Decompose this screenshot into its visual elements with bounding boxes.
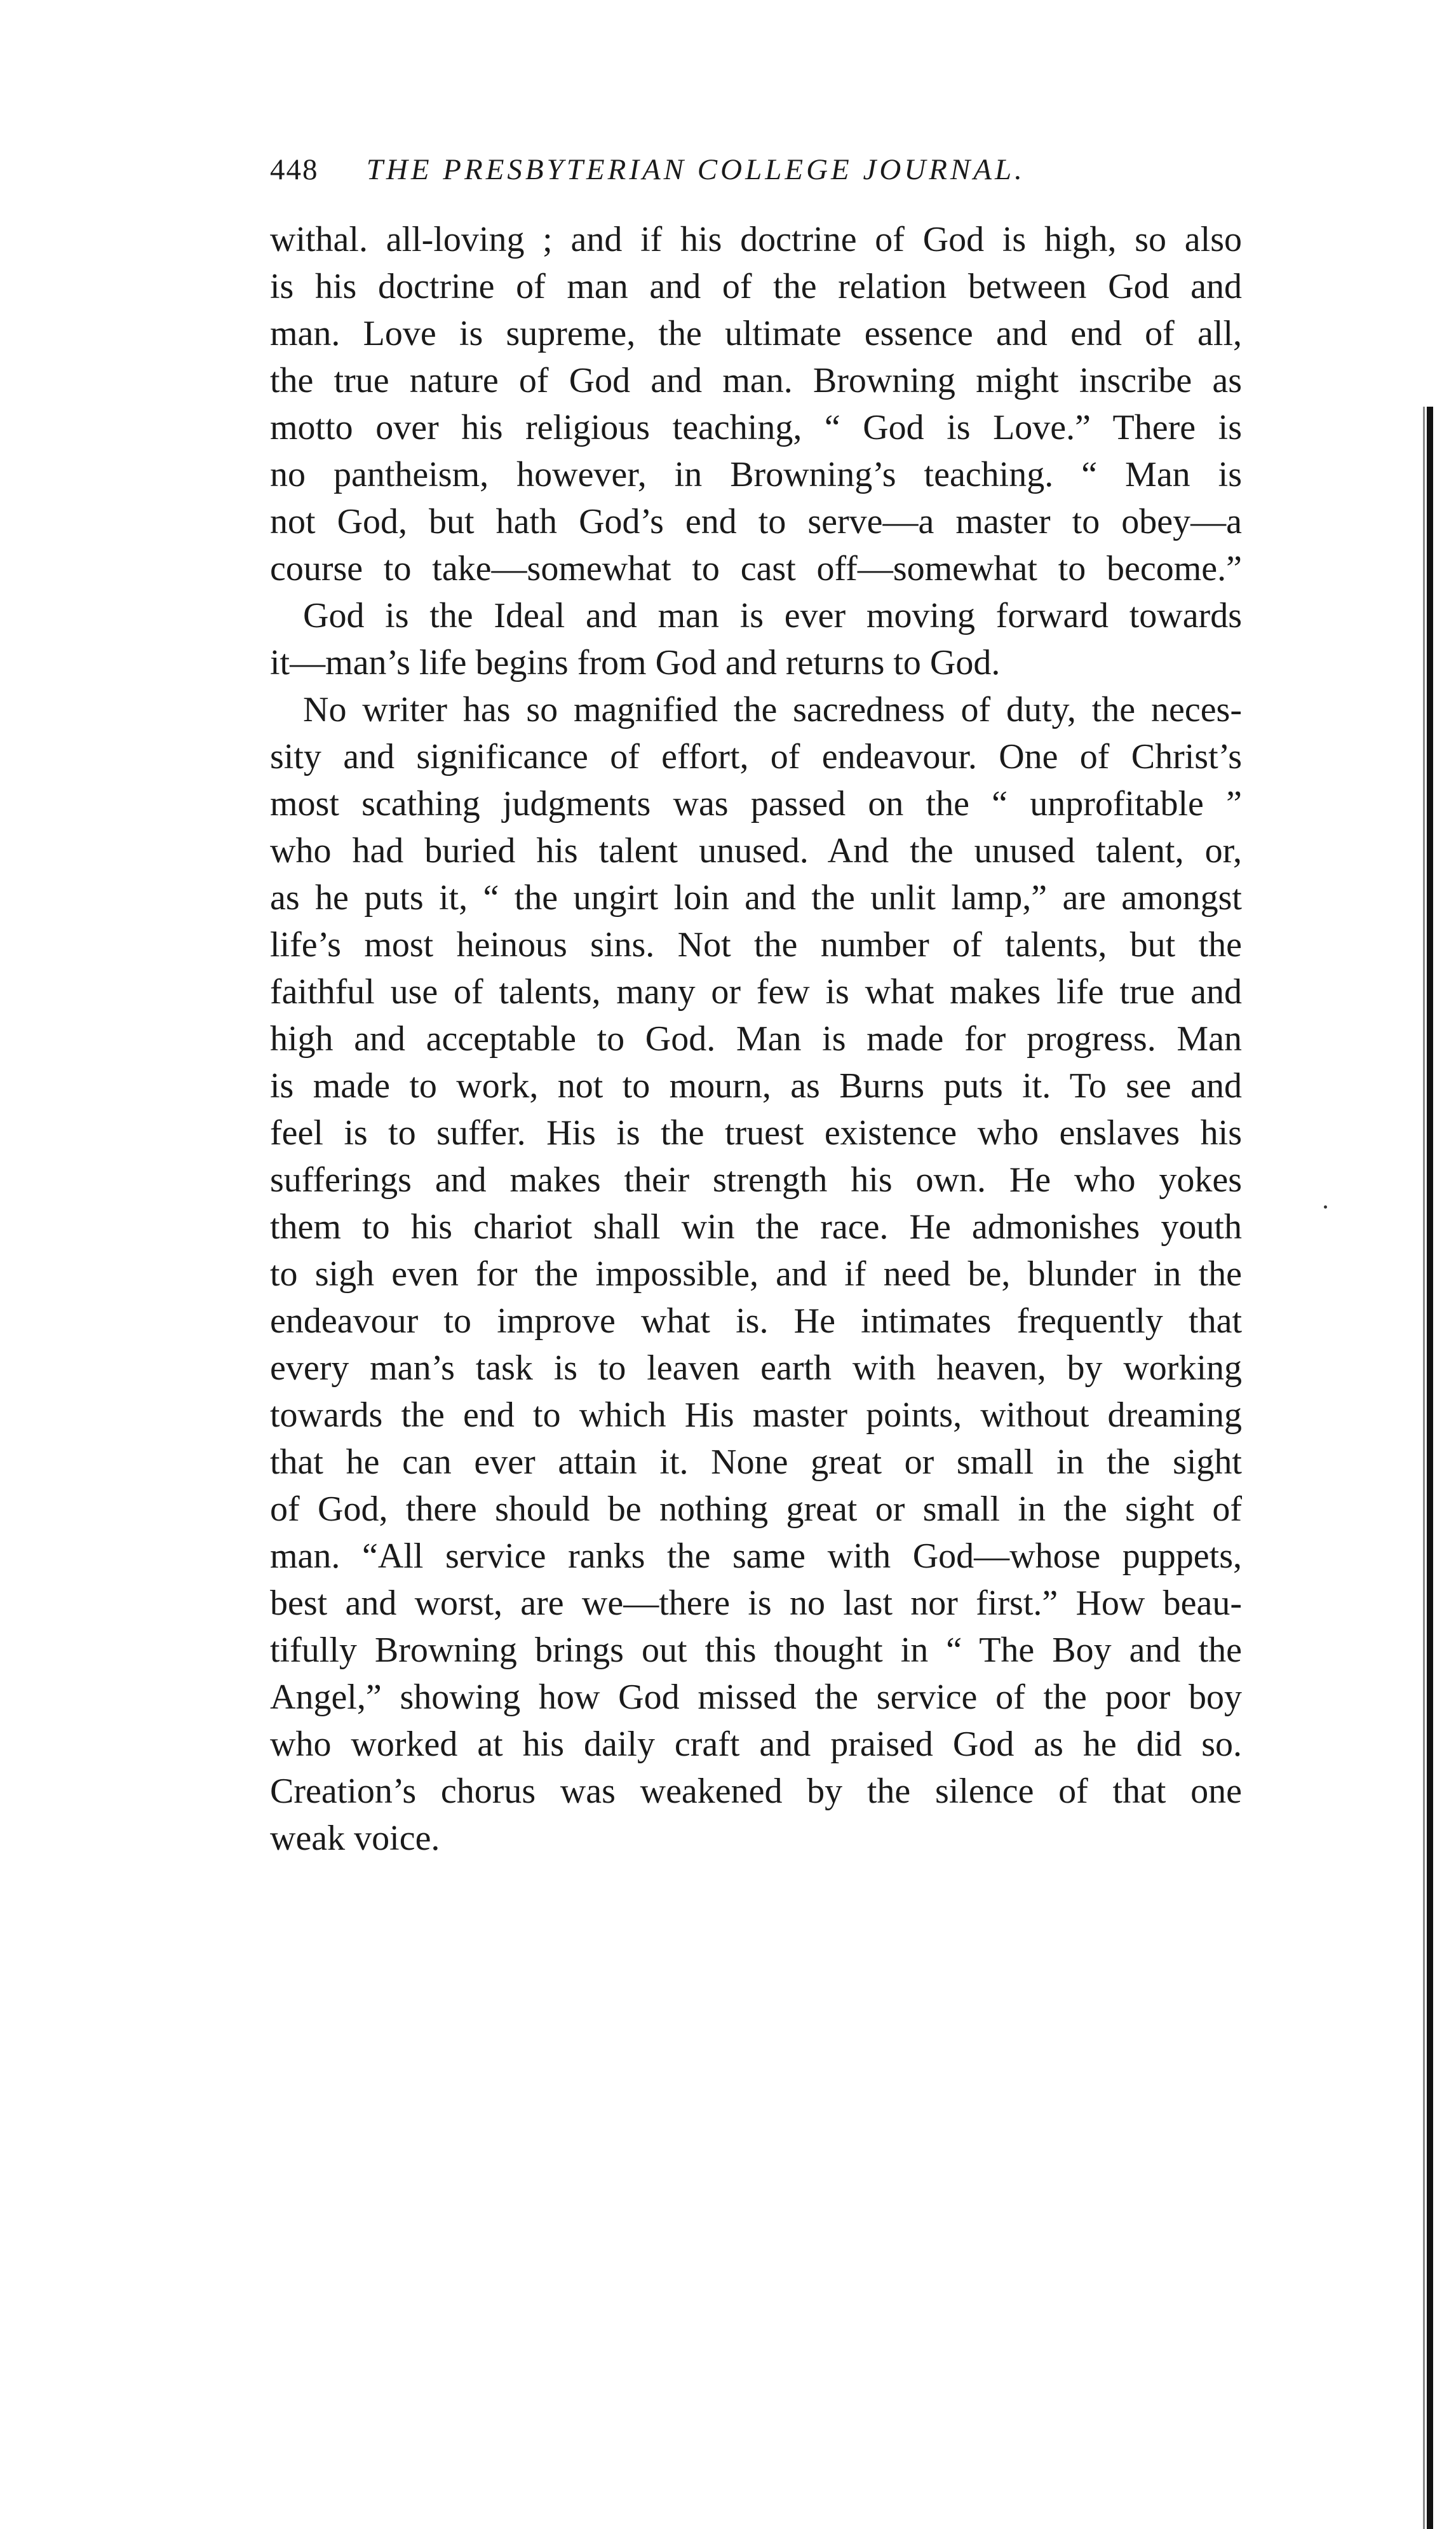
text-line: endeavour to improve what is. He intimates frequently that — [270, 1301, 1242, 1341]
scan-edge-rule — [1427, 407, 1433, 2529]
running-head — [270, 147, 1255, 192]
text-line: withal. all-loving ; and if his doctrine of God is high, so also — [270, 220, 1242, 259]
text-line: is made to work, not to mourn, as Burns puts it. To see and — [270, 1066, 1242, 1106]
article-body — [270, 216, 1242, 1862]
text-line: sity and significance of effort, of endeavour. One of Christ’s — [270, 737, 1242, 776]
text-line: most scathing judgments was passed on the “ unprofitable ” — [270, 784, 1242, 824]
text-line: faithful use of talents, many or few is what makes life true and — [270, 972, 1242, 1012]
text-line: man. Love is supreme, the ultimate essence and end of all, — [270, 314, 1242, 353]
text-line: course to take—somewhat to cast off—somewhat to become.” — [270, 549, 1242, 588]
text-line: God is the Ideal and man is ever moving forward towards — [303, 596, 1242, 635]
margin-mark — [1324, 1205, 1327, 1209]
text-line: tifully Browning brings out this thought in “ The Boy and the — [270, 1631, 1242, 1670]
text-line: the true nature of God and man. Browning might inscribe as — [270, 361, 1242, 400]
text-line: man. “All service ranks the same with God—whose puppets, — [270, 1536, 1242, 1576]
text-line: best and worst, are we—there is no last nor first.” How beau- — [270, 1583, 1242, 1623]
text-line: it—man’s life begins from God and returns to God. — [270, 643, 1001, 682]
page-number: 448 — [270, 153, 319, 186]
text-line: that he can ever attain it. None great or small in the sight — [270, 1442, 1242, 1482]
text-line: as he puts it, “ the ungirt loin and the unlit lamp,” are amongst — [270, 878, 1242, 918]
text-line: no pantheism, however, in Browning’s teaching. “ Man is — [270, 455, 1242, 494]
text-line: No writer has so magnified the sacredness of duty, the neces- — [303, 690, 1242, 729]
text-line: to sigh even for the impossible, and if need be, blunder in the — [270, 1254, 1242, 1294]
text-line: Angel,” showing how God missed the service of the poor boy — [270, 1678, 1242, 1717]
text-line: towards the end to which His master points, without dreaming — [270, 1395, 1242, 1435]
journal-title: THE PRESBYTERIAN COLLEGE JOURNAL. — [366, 153, 1025, 186]
text-line: Creation’s chorus was weakened by the silence of that one — [270, 1772, 1242, 1811]
text-line: every man’s task is to leaven earth with heaven, by working — [270, 1348, 1242, 1388]
text-line: is his doctrine of man and of the relation between God and — [270, 267, 1242, 306]
text-line: motto over his religious teaching, “ God is Love.” There is — [270, 408, 1242, 447]
text-line: not God, but hath God’s end to serve—a master to obey—a — [270, 502, 1242, 541]
text-line: who worked at his daily craft and praised God as he did so. — [270, 1725, 1242, 1764]
scan-edge-shadow — [1423, 407, 1425, 2529]
text-line: of God, there should be nothing great or small in the sight of — [270, 1489, 1242, 1529]
text-line: weak voice. — [270, 1819, 440, 1858]
text-line: sufferings and makes their strength his own. He who yokes — [270, 1160, 1242, 1200]
text-line: feel is to suffer. His is the truest existence who enslaves his — [270, 1113, 1242, 1153]
text-line: who had buried his talent unused. And the unused talent, or, — [270, 831, 1242, 871]
text-line: them to his chariot shall win the race. He admonishes youth — [270, 1207, 1242, 1247]
text-line: life’s most heinous sins. Not the number of talents, but the — [270, 925, 1242, 965]
text-line: high and acceptable to God. Man is made for progress. Man — [270, 1019, 1242, 1059]
